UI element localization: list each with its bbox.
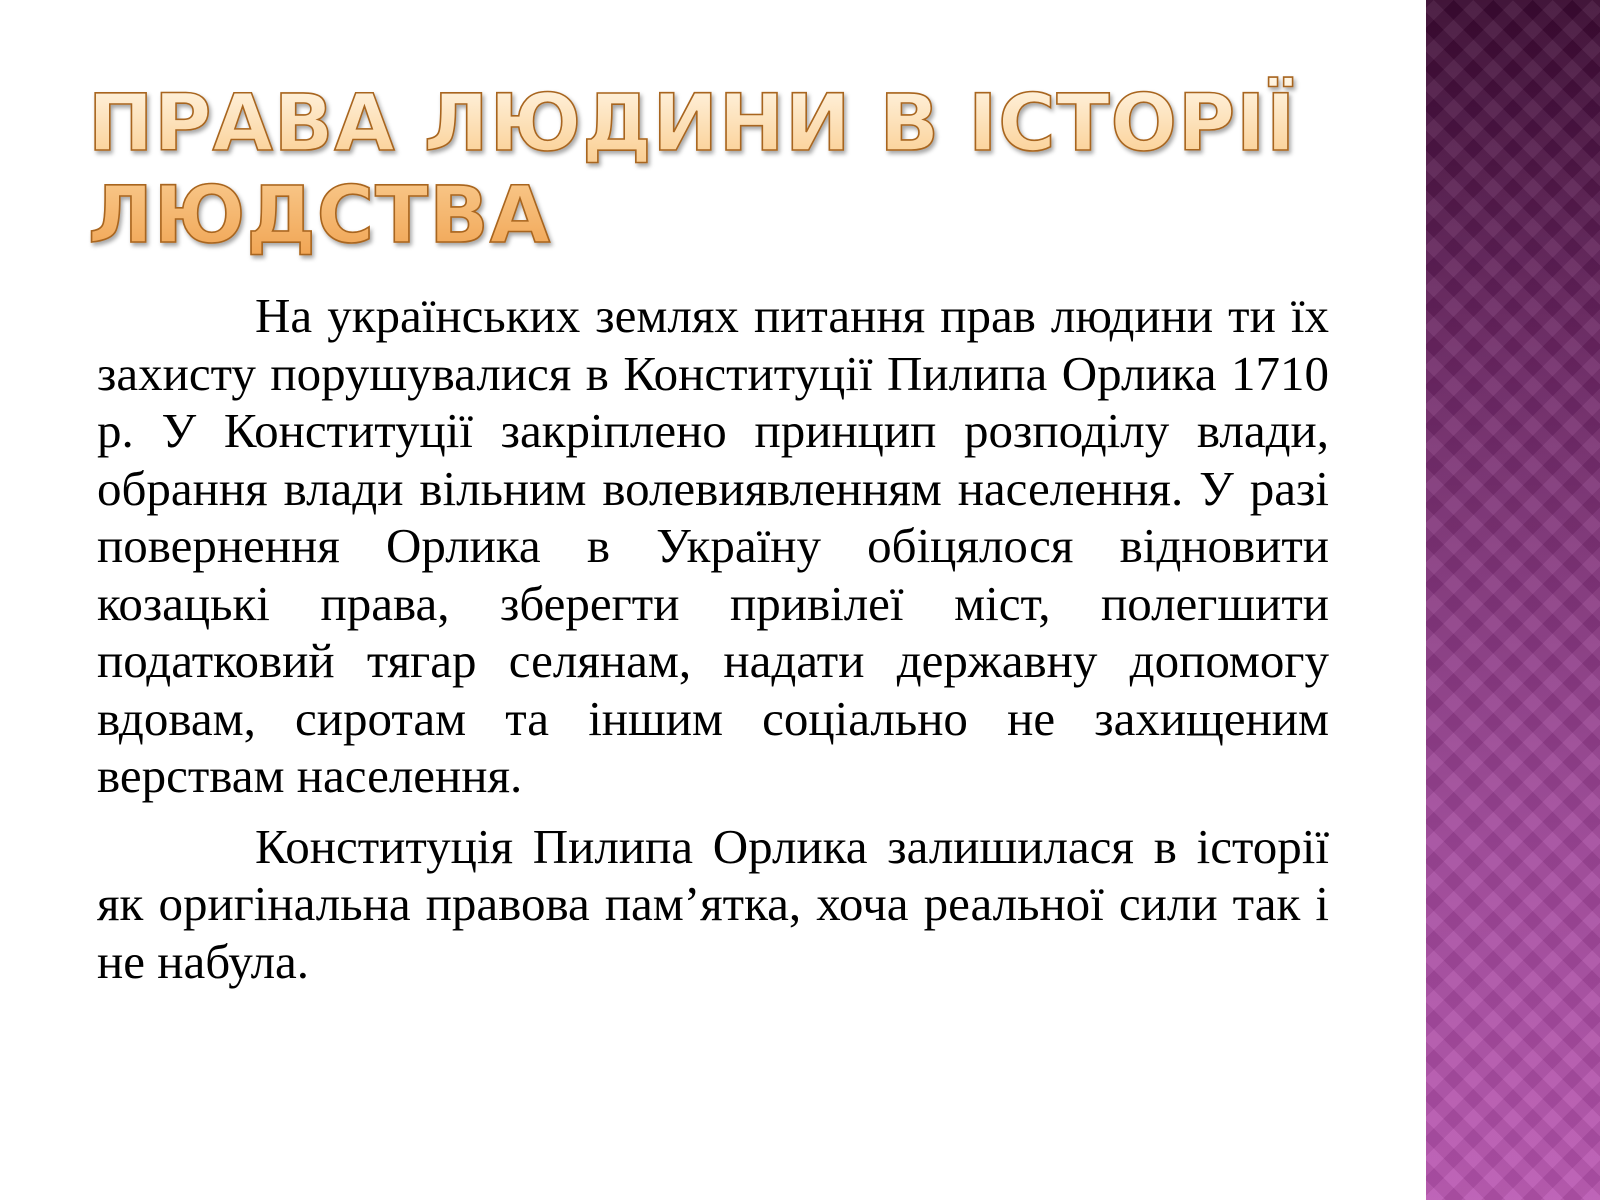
slide-body [97,287,1329,990]
slide-title-line-2: ЛЮДСТВА [88,171,552,261]
slide-title [88,78,1348,262]
body-paragraph-1: На українських землях питання прав людини ти їх захисту порушувалися в Конституції Пилипа Орлика 1710 р. У Конституції закріплено принцип розподілу влади, обрання влади вільним волевиявленням населення. У разі повернення Орлика в Україну обіцялося відновити козацькі права, зберегти привілеї міст, полегшити податковий тягар селянам, надати державну допомогу вдовам, сиротам та іншим соціально не захищеним верствам населення. [97,288,1329,803]
decorative-side-band [1426,0,1600,1200]
body-paragraph-2: Конституція Пилипа Орлика залишилася в історії як оригінальна правова пам’ятка, хоча реальної сили так і не набула. [97,818,1329,989]
slide-title-line-1: ПРАВА ЛЮДИНИ В ІСТОРІЇ [88,79,1297,169]
